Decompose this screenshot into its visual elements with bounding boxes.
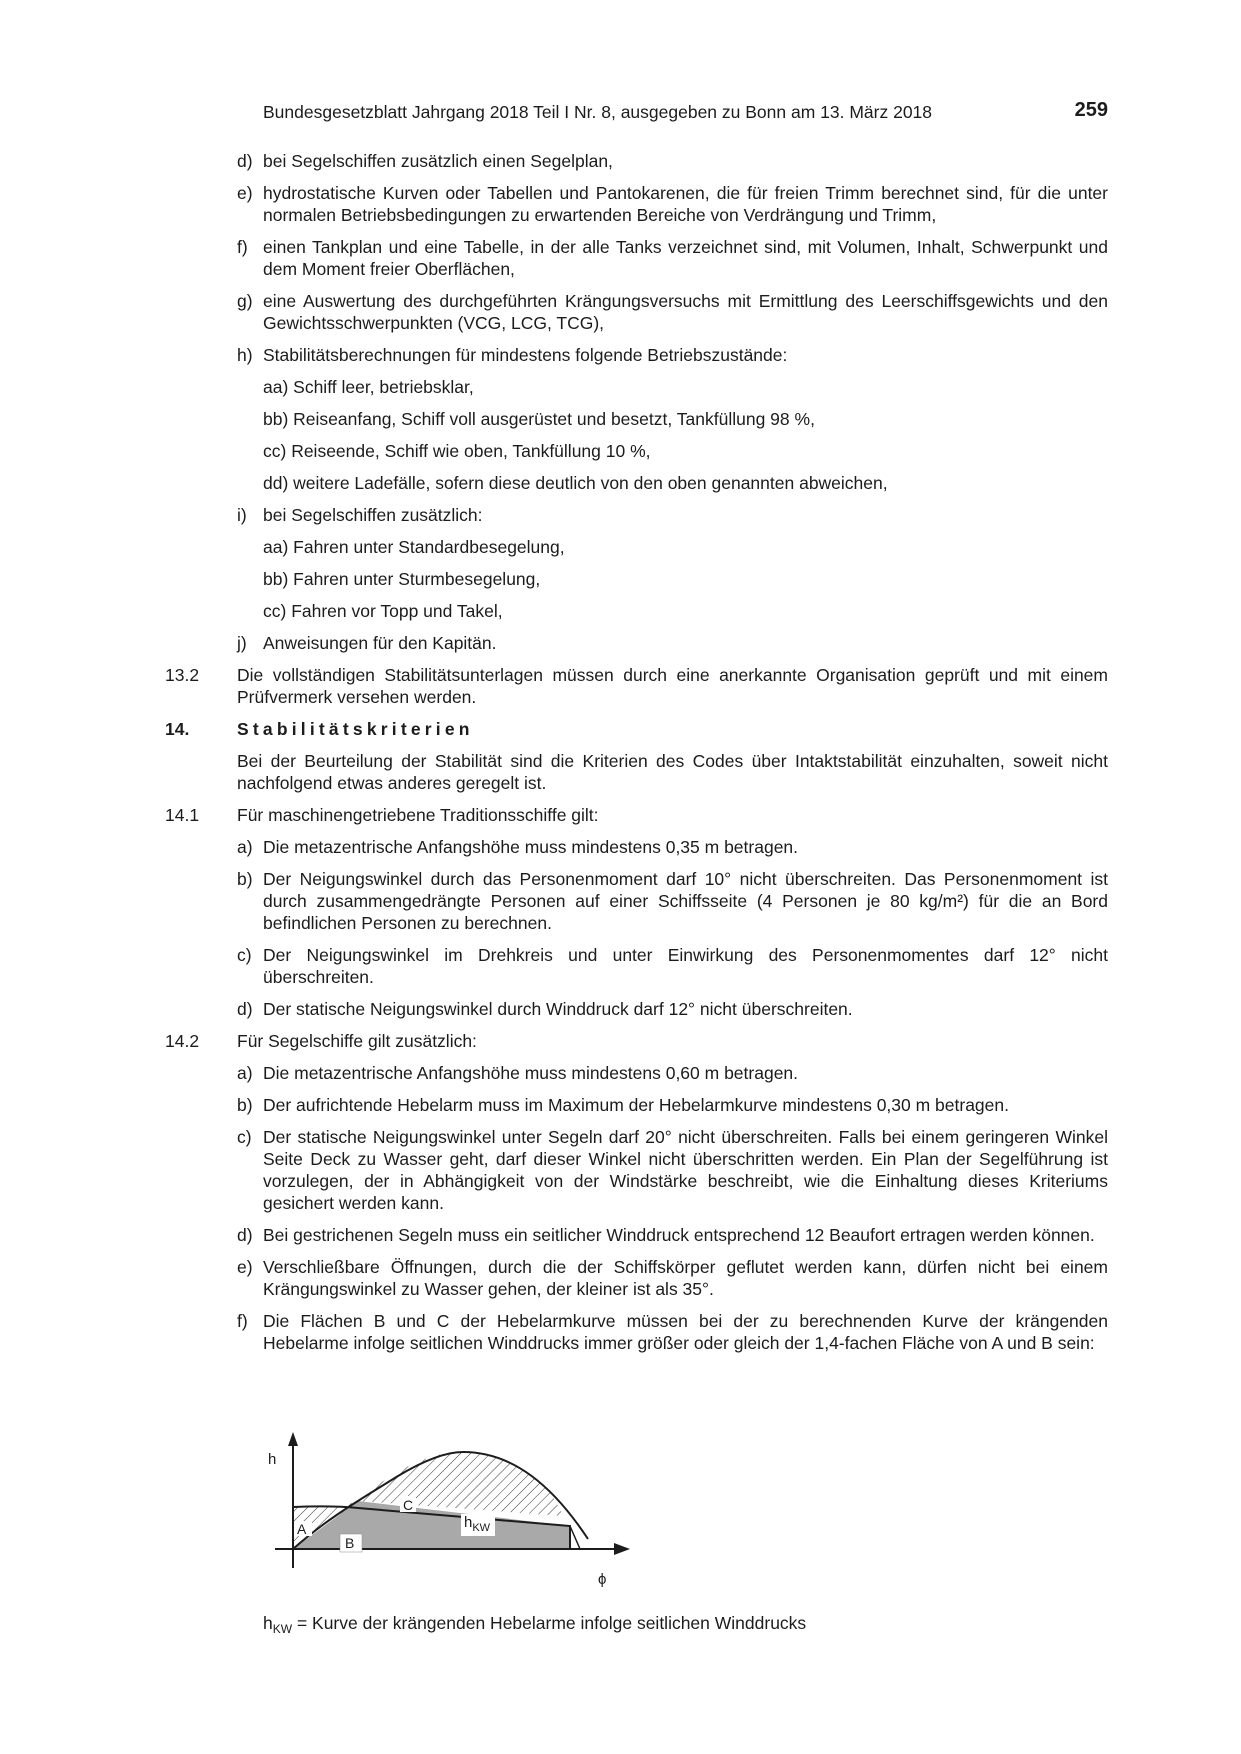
list-item <box>165 1094 1108 1116</box>
area-a-label: A <box>297 1521 307 1537</box>
item-text: bei Segelschiffen zusätzlich einen Segelplan, <box>263 151 613 171</box>
gazette-title: Bundesgesetzblatt Jahrgang 2018 Teil I Nr. 8, ausgegeben zu Bonn am 13. März 2018 <box>263 102 933 122</box>
list-item <box>165 182 1108 226</box>
item-text: hydrostatische Kurven oder Tabellen und Pantokarenen, die für freien Trimm berechnet sind, für die unter normalen Betriebsbedingungen zu erwartenden Bereiche von Verdrängung und Trimm, <box>263 183 1108 225</box>
item-text: Anweisungen für den Kapitän. <box>263 633 497 653</box>
item-label: b) <box>237 1095 253 1115</box>
item-label: f) <box>237 237 248 257</box>
item-text: Der statische Neigungswinkel unter Segeln darf 20° nicht überschreiten. Falls bei einem geringeren Winkel Seite Deck zu Wasser geht, darf dieser Winkel nicht überschritten werden. Ein Plan der Segelführung ist vorzulegen, der in Abhängigkeit von der Windstärke beschreibt, wie die Einhaltung dieses Kriteriums gesichert werden kann. <box>263 1127 1108 1213</box>
caption-symbol: h <box>263 1613 273 1633</box>
page-number: 259 <box>1074 99 1108 121</box>
section-14-heading <box>165 718 1108 740</box>
sub-item: aa) Fahren unter Standardbesegelung, <box>263 537 565 557</box>
curve-label-sub: KW <box>472 1522 491 1534</box>
item-text: bei Segelschiffen zusätzlich: <box>263 505 483 525</box>
section-number: 14. <box>165 719 190 739</box>
item-label: e) <box>237 1257 253 1277</box>
list-item <box>165 504 1108 526</box>
intersection-marker <box>570 1526 580 1549</box>
section-title: Stabilitätskriterien <box>237 719 474 739</box>
section-14-1 <box>165 804 1108 826</box>
item-label: a) <box>237 837 253 857</box>
y-axis-arrow <box>288 1432 298 1446</box>
document-body <box>165 150 1108 1364</box>
item-text: Bei gestrichenen Segeln muss ein seitlicher Winddruck entsprechend 12 Beaufort ertragen werden können. <box>263 1225 1095 1245</box>
list-item <box>165 836 1108 858</box>
stability-diagram <box>258 1428 718 1608</box>
item-label: i) <box>237 505 247 525</box>
item-text: Die Flächen B und C der Hebelarmkurve müssen bei der zu berechnenden Kurve der krängenden Hebelarme infolge seitlichen Winddrucks immer größer oder gleich der 1,4-fachen Fläche von A und B sein: <box>263 1311 1108 1353</box>
y-axis-label: h <box>268 1451 277 1468</box>
sub-item: aa) Schiff leer, betriebsklar, <box>263 377 474 397</box>
list-item <box>165 290 1108 334</box>
item-label: j) <box>237 633 247 653</box>
x-axis-arrow <box>614 1543 630 1555</box>
section-number: 13.2 <box>165 665 200 685</box>
list-item <box>165 1310 1108 1354</box>
section-13-2 <box>165 664 1108 708</box>
item-label: d) <box>237 1225 253 1245</box>
area-b-label: B <box>345 1535 355 1551</box>
section-text: Für Segelschiffe gilt zusätzlich: <box>237 1031 477 1051</box>
item-text: eine Auswertung des durchgeführten Krängungsversuchs mit Ermittlung des Leerschiffsgewichts und den Gewichtsschwerpunkten (VCG, LCG, TCG), <box>263 291 1108 333</box>
area-c-label: C <box>403 1497 414 1513</box>
list-item <box>165 236 1108 280</box>
item-text: Verschließbare Öffnungen, durch die der Schiffskörper geflutet werden kann, dürfen nicht bei einem Krängungswinkel zu Wasser gehen, der kleiner ist als 35°. <box>263 1257 1108 1299</box>
item-label: h) <box>237 345 253 365</box>
list-item <box>165 1256 1108 1300</box>
page-header <box>263 99 1108 125</box>
list-item <box>165 998 1108 1020</box>
figure-caption <box>263 1612 806 1640</box>
item-label: e) <box>237 183 253 203</box>
item-label: d) <box>237 999 253 1019</box>
item-label: c) <box>237 1127 252 1147</box>
item-text: Die metazentrische Anfangshöhe muss mindestens 0,35 m betragen. <box>263 837 799 857</box>
item-label: d) <box>237 151 253 171</box>
sub-item: bb) Reiseanfang, Schiff voll ausgerüstet und besetzt, Tankfüllung 98 %, <box>263 409 815 429</box>
sub-item: dd) weitere Ladefälle, sofern diese deutlich von den oben genannten abweichen, <box>263 473 888 493</box>
item-text: Der Neigungswinkel im Drehkreis und unter Einwirkung des Personenmomentes darf 12° nicht überschreiten. <box>263 945 1108 987</box>
item-label: f) <box>237 1311 248 1331</box>
list-item <box>165 150 1108 172</box>
stability-diagram-svg <box>258 1428 718 1608</box>
curve-label-main: h <box>464 1514 473 1531</box>
section-number: 14.1 <box>165 805 200 825</box>
item-label: g) <box>237 291 253 311</box>
item-label: b) <box>237 869 253 889</box>
list-item <box>165 868 1108 934</box>
sub-item: cc) Reiseende, Schiff wie oben, Tankfüllung 10 %, <box>263 441 651 461</box>
list-item <box>165 632 1108 654</box>
item-text: Die metazentrische Anfangshöhe muss mindestens 0,60 m betragen. <box>263 1063 799 1083</box>
section-14-2 <box>165 1030 1108 1052</box>
caption-text: = Kurve der krängenden Hebelarme infolge seitlichen Winddrucks <box>292 1613 807 1633</box>
item-text: Der statische Neigungswinkel durch Winddruck darf 12° nicht überschreiten. <box>263 999 853 1019</box>
list-item <box>165 1062 1108 1084</box>
section-text: Für maschinengetriebene Traditionsschiffe gilt: <box>237 805 599 825</box>
item-text: Der aufrichtende Hebelarm muss im Maximum der Hebelarmkurve mindestens 0,30 m betragen. <box>263 1095 1009 1115</box>
item-label: c) <box>237 945 252 965</box>
section-text: Die vollständigen Stabilitätsunterlagen müssen durch eine anerkannte Organisation geprüft und mit einem Prüfvermerk versehen werden. <box>237 665 1108 707</box>
sub-item: bb) Fahren unter Sturmbesegelung, <box>263 569 541 589</box>
list-item <box>165 1224 1108 1246</box>
section-14-intro: Bei der Beurteilung der Stabilität sind die Kriterien des Codes über Intaktstabilität einzuhalten, soweit nicht nachfolgend etwas anderes geregelt ist. <box>237 751 1108 793</box>
list-item <box>165 344 1108 366</box>
item-label: a) <box>237 1063 253 1083</box>
sub-item: cc) Fahren vor Topp und Takel, <box>263 601 503 621</box>
section-number: 14.2 <box>165 1031 200 1051</box>
list-item <box>165 944 1108 988</box>
x-axis-label: ϕ <box>598 1571 607 1588</box>
item-text: Der Neigungswinkel durch das Personenmoment darf 10° nicht überschreiten. Das Personenmoment ist durch zusammengedrängte Personen auf einer Schiffsseite (4 Personen je 80 kg/m²) für die an Bord befindlichen Personen zu berechnen. <box>263 869 1108 933</box>
item-text: Stabilitätsberechnungen für mindestens folgende Betriebszustände: <box>263 345 788 365</box>
item-text: einen Tankplan und eine Tabelle, in der alle Tanks verzeichnet sind, mit Volumen, Inhalt, Schwerpunkt und dem Moment freier Oberflächen, <box>263 237 1108 279</box>
list-item <box>165 1126 1108 1214</box>
caption-subscript: KW <box>272 1622 293 1636</box>
